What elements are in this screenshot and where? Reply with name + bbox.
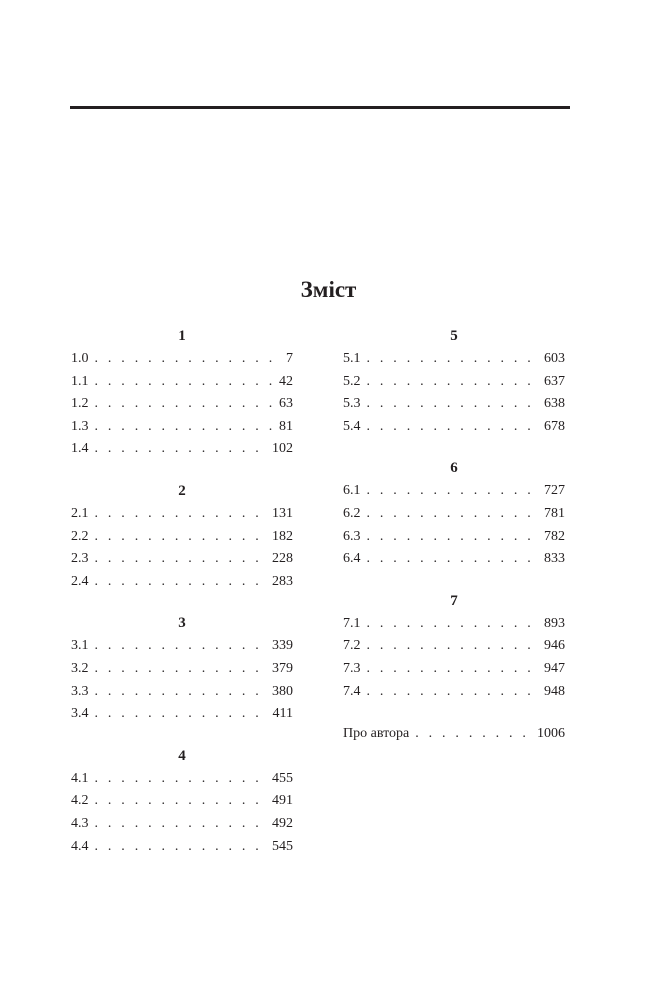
toc-entry-7.2[interactable] (343, 635, 565, 658)
dot-leader (367, 613, 541, 636)
entry-label: 4.3 (71, 815, 89, 831)
entry-page-number: 182 (272, 528, 293, 544)
toc-entry-3.4[interactable] (71, 703, 293, 726)
toc-section-3 (71, 613, 293, 725)
entry-label: 7.1 (343, 615, 361, 631)
entry-label: 1.1 (71, 373, 89, 389)
entry-page-number: 7 (286, 351, 293, 366)
entry-page-number: 678 (544, 418, 565, 434)
toc-entry-3.2[interactable] (71, 658, 293, 681)
toc-column-left (71, 326, 293, 878)
toc-entry-6.2[interactable] (343, 503, 565, 526)
toc-section-6 (343, 458, 565, 570)
entry-label: 2.4 (71, 573, 89, 589)
toc-entry-1.0[interactable] (71, 348, 293, 371)
entry-page-number: 228 (272, 551, 293, 567)
section-heading: 5 (450, 328, 458, 344)
entry-label: 5.1 (343, 351, 361, 366)
entry-label: 7.3 (343, 660, 361, 676)
section-heading: 6 (450, 460, 458, 477)
entry-page-number: 455 (272, 770, 293, 786)
dot-leader (367, 658, 541, 681)
toc-entry-1.1[interactable] (71, 371, 293, 394)
toc-entry-5.2[interactable] (343, 371, 565, 394)
entry-label: 1.0 (71, 351, 89, 366)
toc-section-5 (343, 326, 565, 438)
entry-page-number: 283 (272, 573, 293, 589)
entry-label: 6.3 (343, 528, 361, 544)
dot-leader (95, 548, 269, 571)
page-title: Зміст (300, 277, 357, 302)
entry-page-number: 81 (279, 418, 293, 434)
dot-leader (95, 348, 283, 371)
toc-entry-6.1[interactable] (343, 480, 565, 503)
section-heading: 2 (178, 482, 186, 499)
entry-page-number: 946 (544, 638, 565, 654)
entry-page-number: 379 (272, 660, 293, 676)
entry-page-number: 781 (544, 505, 565, 521)
toc-entry-4.2[interactable] (71, 790, 293, 813)
toc-section-2 (71, 481, 293, 593)
entry-label: 1.4 (71, 441, 89, 457)
dot-leader (367, 635, 541, 658)
toc-entry-4.3[interactable] (71, 813, 293, 836)
toc-entry-5.4[interactable] (343, 416, 565, 439)
entry-label: 5.2 (343, 373, 361, 389)
toc-section-4 (71, 746, 293, 858)
entry-label: 2.3 (71, 551, 89, 567)
entry-page-number: 131 (272, 505, 293, 521)
section-heading: 1 (178, 328, 186, 344)
dot-leader (367, 371, 541, 394)
entry-label: 2.1 (71, 505, 89, 521)
toc-entry-7.4[interactable] (343, 681, 565, 704)
entry-page-number: 603 (544, 351, 565, 366)
entry-page-number: 638 (544, 396, 565, 412)
section-heading: 7 (450, 592, 458, 609)
dot-leader (367, 503, 541, 526)
entry-page-number: 380 (272, 683, 293, 699)
entry-label: 3.4 (71, 706, 89, 722)
toc-entry-5.1[interactable] (343, 348, 565, 371)
entry-page-number: 893 (544, 615, 565, 631)
dot-leader (415, 723, 531, 746)
toc-entry-2.1[interactable] (71, 503, 293, 526)
toc-entry-6.4[interactable] (343, 548, 565, 571)
toc-column-right (343, 326, 565, 746)
section-heading: 3 (178, 615, 186, 632)
entry-label: 7.4 (343, 683, 361, 699)
dot-leader (95, 416, 276, 439)
section-heading: 4 (178, 747, 186, 764)
dot-leader (95, 658, 269, 681)
dot-leader (367, 681, 541, 704)
toc-entry-2.2[interactable] (71, 526, 293, 549)
entry-label: 2.2 (71, 528, 89, 544)
dot-leader (367, 416, 541, 439)
entry-page-number: 63 (279, 396, 293, 412)
toc-section-1 (71, 326, 293, 461)
dot-leader (95, 703, 269, 726)
dot-leader (95, 790, 269, 813)
toc-entry-about-author[interactable] (343, 723, 565, 746)
dot-leader (95, 813, 269, 836)
dot-leader (367, 480, 541, 503)
dot-leader (367, 526, 541, 549)
entry-label: 4.1 (71, 770, 89, 786)
entry-page-number: 492 (272, 815, 293, 831)
dot-leader (95, 438, 269, 461)
dot-leader (95, 571, 269, 594)
dot-leader (95, 681, 269, 704)
toc-entry-2.3[interactable] (71, 548, 293, 571)
toc-entry-7.3[interactable] (343, 658, 565, 681)
entry-page-number: 637 (544, 373, 565, 389)
dot-leader (95, 371, 276, 394)
dot-leader (95, 836, 269, 859)
entry-page-number: 947 (544, 660, 565, 676)
entry-label: 1.2 (71, 396, 89, 412)
entry-page-number: 545 (272, 838, 293, 854)
dot-leader (95, 768, 269, 791)
entry-page-number: 1006 (537, 726, 565, 742)
dot-leader (367, 548, 541, 571)
entry-page-number: 42 (279, 373, 293, 389)
toc-entry-3.3[interactable] (71, 681, 293, 704)
toc-entry-7.1[interactable] (343, 613, 565, 636)
entry-label: 3.2 (71, 660, 89, 676)
entry-page-number: 948 (544, 683, 565, 699)
toc-section-7 (343, 591, 565, 703)
toc-entry-4.4[interactable] (71, 836, 293, 859)
entry-label: Про автора (343, 726, 410, 742)
toc-entry-2.4[interactable] (71, 571, 293, 594)
dot-leader (95, 393, 276, 416)
dot-leader (95, 503, 269, 526)
entry-label: 6.4 (343, 551, 361, 567)
dot-leader (95, 635, 269, 658)
entry-page-number: 782 (544, 528, 565, 544)
toc-entry-6.3[interactable] (343, 526, 565, 549)
toc-entry-1.2[interactable] (71, 393, 293, 416)
entry-page-number: 339 (272, 638, 293, 654)
dot-leader (95, 526, 269, 549)
entry-label: 1.3 (71, 418, 89, 434)
entry-label: 5.4 (343, 418, 361, 434)
entry-label: 6.2 (343, 505, 361, 521)
entry-page-number: 727 (544, 483, 565, 499)
toc-entry-3.1[interactable] (71, 635, 293, 658)
entry-label: 6.1 (343, 483, 361, 499)
toc-entry-4.1[interactable] (71, 768, 293, 791)
entry-label: 4.4 (71, 838, 89, 854)
entry-label: 5.3 (343, 396, 361, 412)
entry-label: 4.2 (71, 793, 89, 809)
entry-page-number: 833 (544, 551, 565, 567)
dot-leader (367, 393, 541, 416)
toc-entry-1.3[interactable] (71, 416, 293, 439)
top-rule (70, 106, 570, 109)
entry-label: 7.2 (343, 638, 361, 654)
entry-page-number: 491 (272, 793, 293, 809)
toc-entry-1.4[interactable] (71, 438, 293, 461)
entry-page-number: 411 (272, 706, 293, 722)
entry-label: 3.3 (71, 683, 89, 699)
dot-leader (367, 348, 541, 371)
entry-label: 3.1 (71, 638, 89, 654)
toc-entry-5.3[interactable] (343, 393, 565, 416)
entry-page-number: 102 (272, 441, 293, 457)
